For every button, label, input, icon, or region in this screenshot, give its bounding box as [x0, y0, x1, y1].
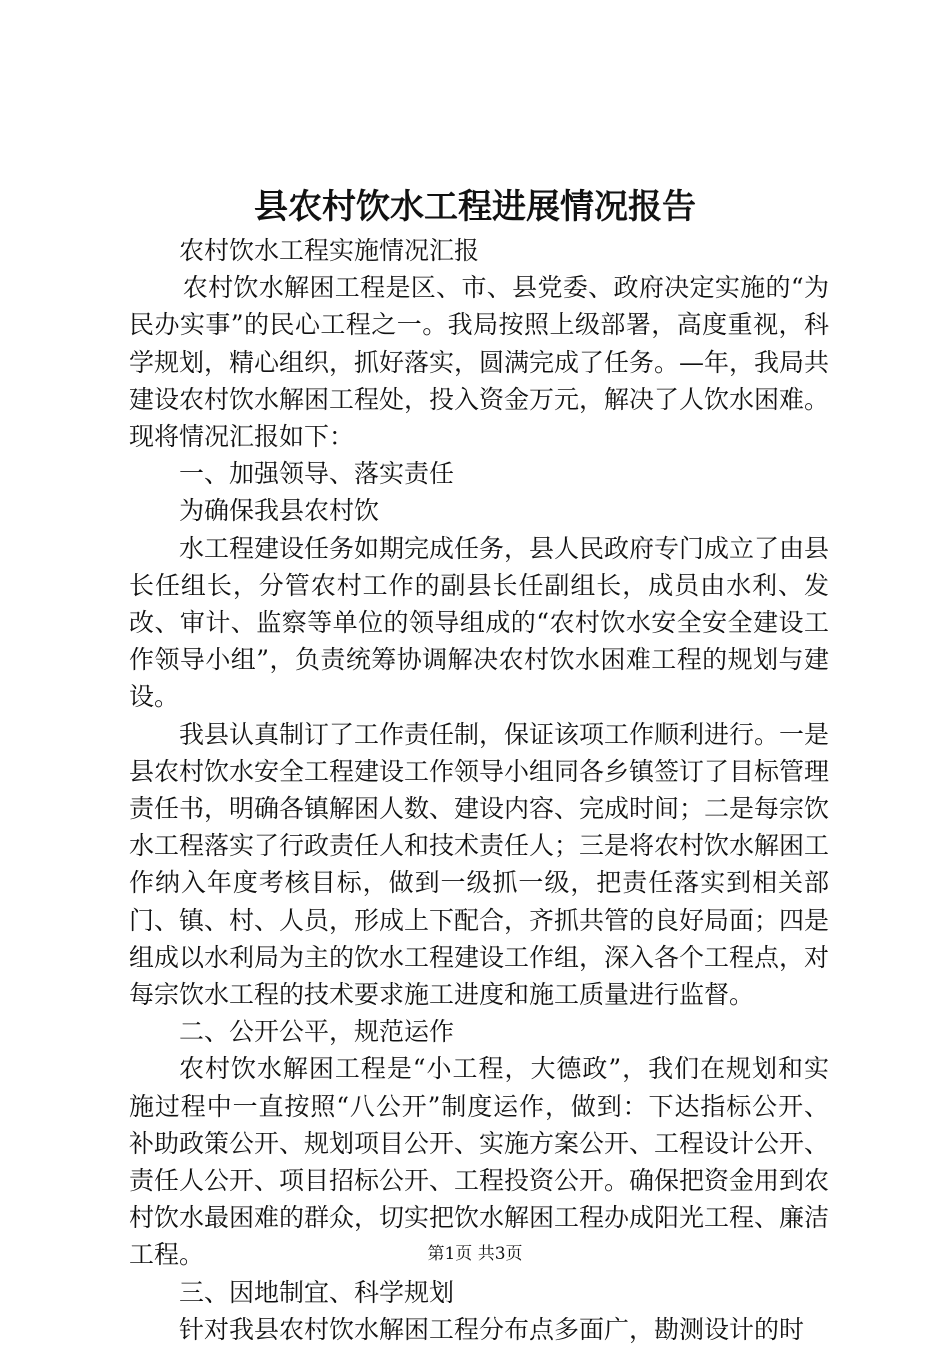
- paragraph: 为确保我县农村饮: [179, 496, 380, 526]
- document-body: [129, 232, 829, 1348]
- paragraph-intro: 农村饮水解困工程是区、市、县党委、政府决定实施的“为民办实事”的民心工程之一。我局按照上级部署，高度重视，科学规划，精心组织，抓好落实，圆满完成了任务。—年，我局共建设农村饮水解困工程处，投入资金万元，解决了人饮水困难。现将情况汇报如下：: [129, 273, 830, 452]
- paragraph: 针对我县农村饮水解困工程分布点多面广，勘测设计的时: [179, 1314, 805, 1344]
- section-heading-1: 一、加强领导、落实责任: [179, 459, 455, 489]
- document-title: 县农村饮水工程进展情况报告: [254, 187, 696, 227]
- paragraph: 水工程建设任务如期完成任务，县人民政府专门成立了由县长任组长，分管农村工作的副县长任副组长，成员由水利、发改、审计、监察等单位的领导组成的“农村饮水安全安全建设工作领导小组”，负责统筹协调解决农村饮水困难工程的规划与建设。: [129, 533, 830, 712]
- section-heading-3: 三、因地制宜、科学规划: [179, 1277, 455, 1307]
- page-number-footer: 第1页 共3页: [427, 1244, 523, 1264]
- paragraph: 我县认真制订了工作责任制，保证该项工作顺利进行。一是县农村饮水安全工程建设工作领导小组同各乡镇签订了目标管理责任书，明确各镇解困人数、建设内容、完成时间；二是每宗饮水工程落实了行政责任人和技术责任人；三是将农村饮水解困工作纳入年度考核目标，做到一级抓一级，把责任落实到相关部门、镇、村、人员，形成上下配合，齐抓共管的良好局面；四是组成以水利局为主的饮水工程建设工作组，深入各个工程点，对每宗饮水工程的技术要求施工进度和施工质量进行监督。: [129, 719, 830, 1010]
- section-heading-2: 二、公开公平，规范运作: [179, 1017, 455, 1047]
- paragraph-subheading: 农村饮水工程实施情况汇报: [179, 236, 480, 265]
- paragraph: 农村饮水解困工程是“小工程，大德政”，我们在规划和实施过程中一直按照“八公开”制度运作，做到：下达指标公开、补助政策公开、规划项目公开、实施方案公开、工程设计公开、责任人公开、项目招标公开、工程投资公开。确保把资金用到农村饮水最困难的群众，切实把饮水解困工程办成阳光工程、廉洁工程。: [129, 1054, 830, 1270]
